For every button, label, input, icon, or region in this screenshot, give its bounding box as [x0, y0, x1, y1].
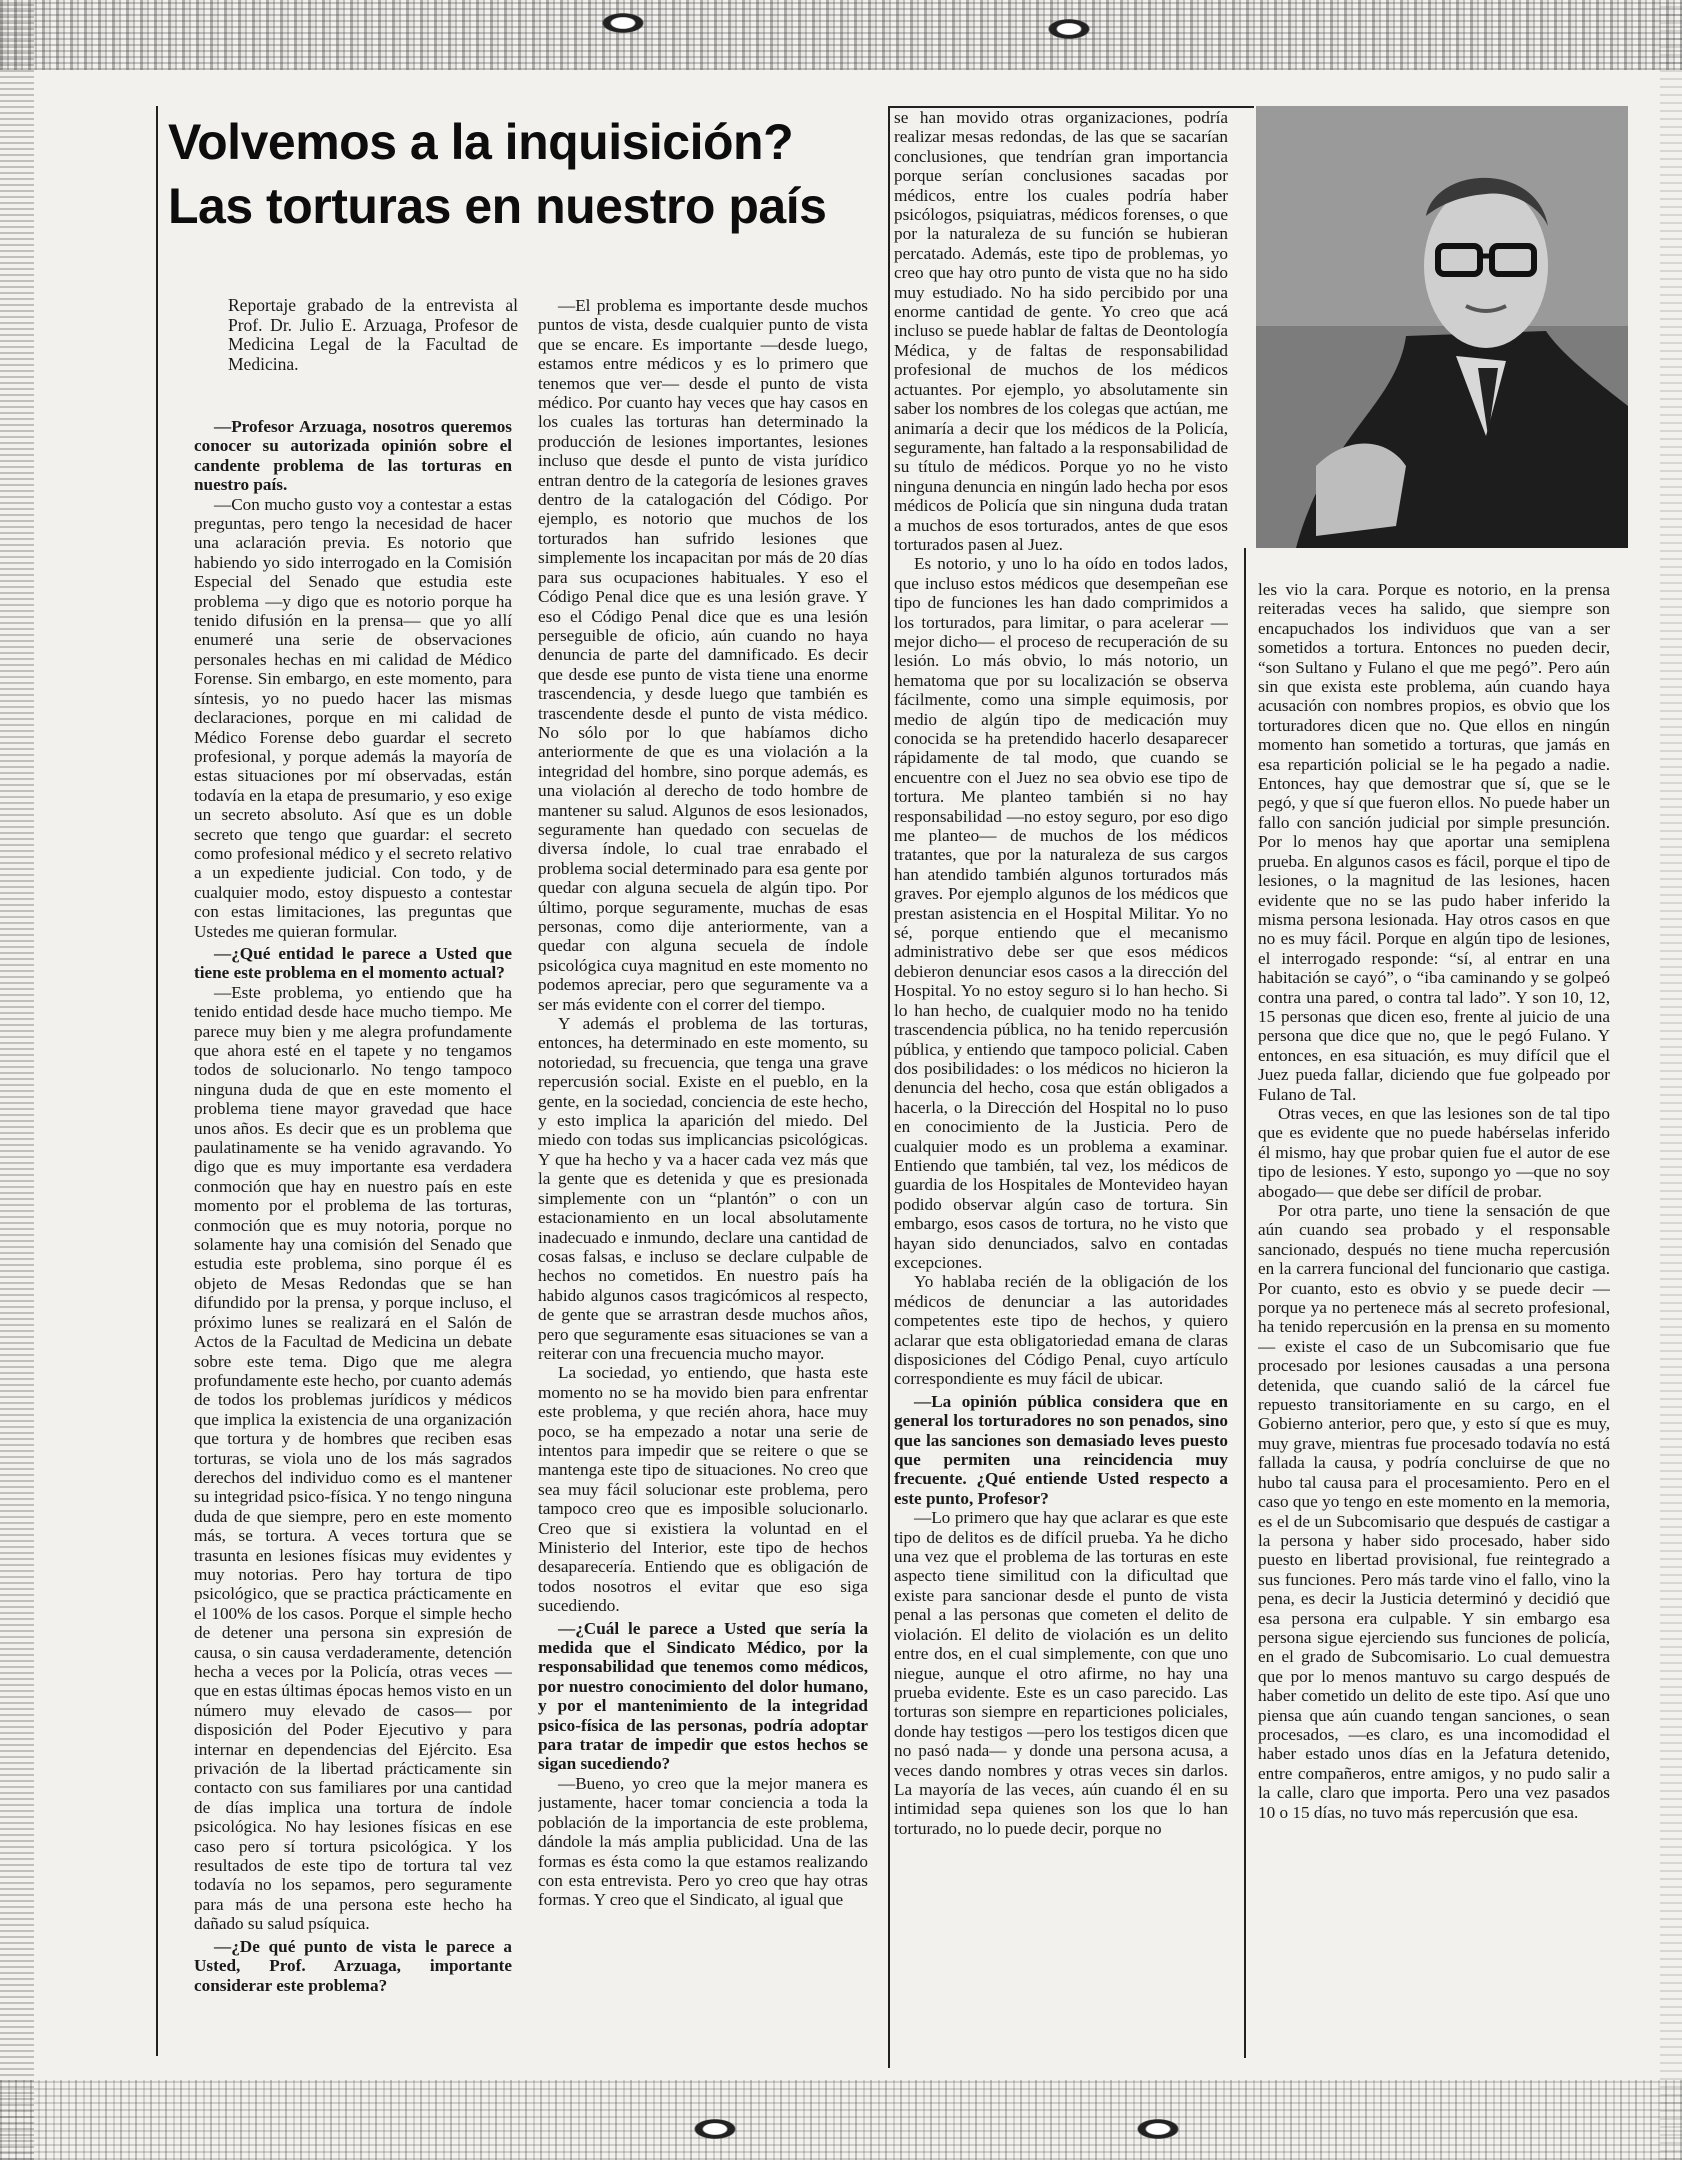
article-headline — [168, 110, 888, 238]
binder-hole-mark — [1135, 2118, 1181, 2140]
headline-line-1: Volvemos a la inquisición? — [168, 114, 794, 170]
binder-hole-mark — [1046, 18, 1092, 40]
article-paragraph: Y además el problema de las torturas, entonces, ha determinado en este momento, su notoriedad, su frecuencia, que tenga una grave repercusión social. Existe en el pueblo, en la gente, en la sociedad, conciencia de este hecho, y esto implica la aparición del miedo. Del miedo con todas sus implicancias psicológicas. Y que ha hecho y va a hacer cada vez más que la gente que es detenida y que es presionada simplemente con un “plantón” o con un estacionamiento en un local absolutamente inadecuado e inmundo, declare una cantidad de cosas falsas, e incluso se declare culpable de hechos no cometidos. En nuestro país ha habido algunos casos tragicómicos al respecto, de gente que se arrastran desde muchos años, pero que seguramente esas situaciones se van a reiterar con una frecuencia mucho mayor. — [538, 1014, 868, 1363]
interview-question: —¿De qué punto de vista le parece a Usted, Prof. Arzuaga, importante considerar este problema? — [194, 1936, 512, 1995]
binder-hole-mark — [600, 12, 646, 34]
article-paragraph: les vio la cara. Porque es notorio, en la prensa reiteradas veces ha salido, que siempre son encapuchados los individuos que van a ser sometidos a tortura. Entonces no pueden decir, “son Sultano y Fulano el que me pegó”. Pero aún sin que exista este problema, aún cuando haya acusación con nombres propios, es obvio que los torturadores dicen que no. Que ellos en ningún momento han sometido a torturas, que jamás en esa repartición policial se le ha pegado a nadie. Entonces, hay que demostrar que sí, que se le pegó, y que sí que fueron ellos. No puede haber un fallo con sanción judicial por simple presunción. Por lo menos hay que aportar una semiplena prueba. En algunos casos es fácil, porque el tipo de lesiones, o la magnitud de las lesiones, hacen evidente que no se las pudo haber inferido la misma persona lesionada. Hay otros casos en que no es muy fácil. Porque en algún tipo de lesiones, el interrogado responde: “sí, al entrar en una habitación se cayó”, o “iba caminando y se golpeó contra una pared, o contra tal lado”. Y son 10, 12, 15 personas que dicen eso, frente al juicio de una persona que dice que no, que le pegó Fulano. Y entonces, en esa situación, es muy difícil que el Juez pueda fallar, diciendo que fue golpeado por Fulano de Tal. — [1258, 580, 1610, 1104]
headline-line-2: Las torturas en nuestro país — [168, 178, 827, 234]
column-rule — [888, 108, 890, 2068]
interview-question: —Profesor Arzuaga, nosotros queremos conocer su autorizada opinión sobre el candente problema de las torturas en nuestro país. — [194, 417, 512, 495]
article-paragraph: —Bueno, yo creo que la mejor manera es justamente, hacer tomar conciencia a toda la población de la importancia de este problema, dándole la más amplia publicidad. Una de las formas es ésta como la que estamos realizando con esta entrevista. Pero yo creo que hay otras formas. Y creo que el Sindicato, al igual que — [538, 1773, 868, 1910]
article-paragraph: —Con mucho gusto voy a contestar a estas preguntas, pero tengo la necesidad de hacer una aclaración previa. Es notorio que habiendo yo sido interrogado en la Comisión Especial del Senado que estudia este problema —y digo que es notorio porque ha tenido difusión en la prensa— que yo allí enumeré una serie de observaciones personales hechas en mi calidad de Médico Forense. Sin embargo, en este momento, para síntesis, yo no puedo hacer las mismas declaraciones, porque en mi calidad de Médico Forense debo guardar el secreto profesional, y porque además la mayoría de estas situaciones por mí observadas, están todavía en la etapa de presumario, y eso exige un secreto absoluto. Así que es un doble secreto que tengo que guardar: el secreto como profesional médico y el secreto relativo a un expediente judicial. Con todo, y de cualquier modo, estoy dispuesto a contestar con estas limitaciones, las preguntas que Ustedes me quieran formular. — [194, 494, 512, 941]
scan-noise-top — [0, 0, 1682, 70]
article-column-3 — [894, 108, 1228, 2054]
article-paragraph: Yo hablaba recién de la obligación de los médicos de denunciar a las autoridades competentes este tipo de hechos, y quiero aclarar que esta obligatoriedad emana de claras disposiciones del Código Penal, cuyo artículo correspondiente es muy fácil de ubicar. — [894, 1272, 1228, 1389]
article-column-1 — [194, 414, 512, 2054]
article-paragraph: —El problema es importante desde muchos puntos de vista, desde cualquier punto de vista que se encare. Es importante —desde luego, estamos entre médicos y es lo primero que tenemos que ver— desde el punto de vista médico. Por cuanto hay veces que hay casos en los cuales las torturas han determinado la producción de lesiones importantes, lesiones incluso que desde el punto de vista jurídico entran dentro de la categoría de lesiones graves dentro de la catalogación del Código. Por ejemplo, es notorio que muchos de los torturados han sufrido lesiones que simplemente los incapacitan por más de 20 días para sus ocupaciones habituales. Y eso el Código Penal dice que es una lesión grave. Y eso el Código Penal dice que es una lesión perseguible de oficio, aún cuando no haya denuncia de parte del damnificado. Es decir que desde ese punto de vista tiene una enorme trascendencia, y desde luego que también es trascendente desde el punto de vista médico. No sólo por lo que habíamos dicho anteriormente de que es una violación a la integridad del hombre, sino porque además, es una violación al derecho de todo hombre de mantener su salud. Algunos de esos lesionados, seguramente han quedado con secuelas de diversa índole, lo cual trae enrabado el problema social determinado para esa gente por quedar con alguna secuela de algún tipo. Por último, porque seguramente, muchas de esas personas, como dije anteriormente, van a quedar con alguna secuela de índole psicológica cuya magnitud en este momento no podemos apreciar, pero que seguramente va a ser más evidente con el correr del tiempo. — [538, 296, 868, 1014]
article-paragraph: La sociedad, yo entiendo, que hasta este momento no se ha movido bien para enfrentar este problema, y que recién ahora, hace muy poco, se ha empezado a notar una serie de intentos para impedir que se reitere o que se mantenga este tipo de situaciones. No creo que sea muy fácil solucionar este problema, pero tampoco creo que es imposible solucionarlo. Creo que si existiera la voluntad en el Ministerio del Interior, este tipo de hechos desaparecería. Entiendo que es obligación de todos nosotros el evitar que eso siga sucediendo. — [538, 1363, 868, 1616]
scan-noise-bottom — [0, 2080, 1682, 2160]
interview-question: —¿Qué entidad le parece a Usted que tiene este problema en el momento actual? — [194, 943, 512, 983]
scan-noise-right — [1660, 0, 1682, 2160]
article-paragraph: —Lo primero que hay que aclarar es que este tipo de delitos es de difícil prueba. Ya he dicho una vez que el problema de las torturas en este aspecto tiene similitud con la dificultad que existe para sancionar desde el punto de vista penal a las personas que cometen el delito de violación. El delito de violación es un delito entre dos, en el cual simplemente, con que uno niegue, aunque el otro afirme, no hay una prueba evidente. Este es un caso parecido. Las torturas son siempre en reparticiones policiales, donde hay testigos —pero los testigos dicen que no pasó nada— y donde una persona acusa, a veces dando nombres y otras veces sin darlos. La mayoría de las veces, aún cuando él en su intimidad sepa quienes son los que lo han torturado, no lo puede decir, porque no — [894, 1508, 1228, 1838]
article-paragraph: Por otra parte, uno tiene la sensación de que aún cuando sea probado y el responsable sancionado, después no tiene mucha repercusión en la carrera funcional del funcionario que castiga. Por cuanto, esto es obvio y se puede decir —porque ya no pertenece más al secreto profesional, ha tenido repercusión en la prensa en su momento— existe el caso de un Subcomisario que fue procesado por lesiones causadas a una persona detenida, que cuando salió de la cárcel fue repuesto transitoriamente en su cargo, en el Gobierno anterior, pero que, y esto sí que es muy, muy grave, mientras fue procesado todavía no está fallada la causa, y podría concluirse de que no hubo tal causa para el procesamiento. Pero en el caso que yo tengo en este momento en la memoria, es el de un Subcomisario que después de castigar a la persona y haber sido procesado, haber sido puesto en libertad provisional, fue reintegrado a sus funciones. Pero más tarde vino el fallo, vino la pena, es decir la Justicia determinó y decidió que esa persona era culpable. Y sin embargo esa persona sigue ejerciendo sus funciones de policía, en el grado de Subcomisario. Lo cual demuestra que por lo menos mantuvo su cargo después de haber cometido un delito de este tipo. Así que uno piensa que aún cuando tengan sanciones, o sean procesados, —es claro, es una incomodidad el haber estado unos días en la Jefatura detenido, entre compañeros, entre amigos, y no pudo salir a la calle, claro que importa. Pero una vez pasados 10 o 15 días, no tuvo más repercusión que esa. — [1258, 1201, 1610, 1822]
portrait-illustration — [1256, 106, 1628, 548]
interview-question: —¿Cuál le parece a Usted que sería la medida que el Sindicato Médico, por la responsabilidad que tenemos como médicos, por nuestro conocimiento del dolor humano, y por el mantenimiento de la integridad psico-física de las personas, podría adoptar para tratar de impedir que estos hechos se sigan sucediendo? — [538, 1618, 868, 1774]
article-paragraph: se han movido otras organizaciones, podría realizar mesas redondas, de las que se sacarían conclusiones, que tendrían gran importancia porque serían conclusiones sacadas por médicos, entre los cuales podría haber psicólogos, psiquiatras, médicos forenses, o que por la naturaleza de su función se hubieran percatado. Además, este tipo de problemas, yo creo que hay otro punto de vista que no ha sido muy estudiado. No ha sido percibido por una enorme cantidad de gente. Yo creo que acá incluso se puede hablar de faltas de Deontología Médica, y de faltas de responsabilidad profesional de muchos de los médicos actuantes. Por ejemplo, yo absolutamente sin saber los nombres de los colegas que actúan, me animaría a decir que los médicos de la Policía, seguramente, han faltado a la responsabilidad de su título de médicos. Porque yo no he visto ninguna denuncia en ningún lado hecha por esos médicos de Policía que sin ninguna duda tratan a muchos de esos torturados, antes de que esos torturados pasen al Juez. — [894, 108, 1228, 554]
interview-question: —La opinión pública considera que en general los torturadores no son penados, sino que las sanciones son demasiado leves puesto que permiten una reincidencia muy frecuente. ¿Qué entiende Usted respecto a este punto, Profesor? — [894, 1391, 1228, 1508]
column-rule — [156, 106, 158, 2056]
article-intro: Reportaje grabado de la entrevista al Prof. Dr. Julio E. Arzuaga, Profesor de Medicina Legal de la Facultad de Medicina. — [228, 295, 518, 374]
article-paragraph: Otras veces, en que las lesiones son de tal tipo que es evidente que no puede habérselas inferido él mismo, hay que probar quien fue el autor de ese tipo de lesiones. Y esto, supongo yo —que no soy abogado— que debe ser difícil de probar. — [1258, 1103, 1610, 1201]
article-column-4 — [1258, 580, 1610, 2054]
column-rule — [1244, 548, 1246, 2058]
article-column-2 — [538, 296, 868, 2054]
portrait-photo — [1256, 106, 1628, 548]
article-paragraph: Es notorio, y uno lo ha oído en todos lados, que incluso estos médicos que desempeñan ese tipo de funciones les han dado comprimidos a los torturados, para limitar, o para acelerar —mejor dicho— el proceso de recuperación de su lesión. Lo más obvio, lo más notorio, un hematoma que por su localización se observa fácilmente, como una simple equimosis, por medio de algún tipo de medicación muy conocida se ha pretendido hacerlo desaparecer rápidamente de tal modo, que cuando se encuentre con el Juez no sea obvio ese tipo de tortura. Me planteo también si no hay responsabilidad —no estoy seguro, por eso digo me planteo— de muchos de los médicos tratantes, que por la naturaleza de sus cargos han atendido también algunos torturados más graves. Por ejemplo algunos de los médicos que prestan asistencia en el Hospital Militar. Yo no sé, porque entiendo que el mecanismo administrativo debe ser que esos médicos debieron denunciar esos casos a la dirección del Hospital. Yo no estoy seguro si lo han hecho. Si lo han hecho, de cualquier modo no ha tenido trascendencia pública, no ha tenido repercusión pública, y entiendo que tampoco policial. Caben dos posibilidades: o los médicos no hicieron la denuncia del hecho, cosa que están obligados a hacerla, o la Dirección del Hospital no lo puso en conocimiento de la Justicia. Pero de cualquier modo es un problema a examinar. Entiendo que también, tal vez, los médicos de guardia de los Hospitales de Montevideo hayan podido observar algún caso de tortura. Sin embargo, esos casos de tortura, no he visto que hayan sido denunciados, salvo en contadas excepciones. — [894, 554, 1228, 1272]
binder-hole-mark — [692, 2118, 738, 2140]
article-paragraph: —Este problema, yo entiendo que ha tenido entidad desde hace mucho tiempo. Me parece muy bien y me alegra profundamente que ahora esté en el tapete y no tengamos todos de solucionarlo. No tengo tampoco ninguna duda de que en este momento el problema tiene mayor gravedad que hace unos años. Es decir que es un problema que paulatinamente se ha venido agravando. Yo digo que es muy importante esa verdadera conmoción que hay en nuestro país en este momento por el problema de las torturas, conmoción que es muy notoria, porque no solamente hay una comisión del Senado que estudia este problema, sino porque él es objeto de Mesas Redondas que se han difundido por la prensa, y porque incluso, el próximo lunes se realizará en el Salón de Actos de la Facultad de Medicina un debate sobre este tema. Digo que me alegra profundamente este hecho, por cuanto además de todos los problemas jurídicos y médicos que implica la existencia de una organización que tortura y de hombres que reciben esas torturas, se viola uno de los más sagrados derechos del individuo como es el mantener su integridad psico-física. Y no tengo ninguna duda de que siempre, pero en este momento más, se tortura. A veces tortura que se trasunta en lesiones físicas muy evidentes y muy notorias. Pero hay tortura de tipo psicológico, que se practica prácticamente en el 100% de los casos. Porque el simple hecho de detener una persona sin expresión de causa, o sin causa verdaderamente, detención hecha a veces por la Policía, otras veces —que en estas últimas épocas hemos visto en un número muy elevado de casos— por disposición del Poder Ejecutivo y para internar en dependencias del Ejército. Esa privación de la libertad prácticamente sin contacto con sus familiares por una cantidad de días implica una tortura de índole psicológica. No hay lesiones físicas en ese caso pero sí tortura psicológica. Y los resultados de este tipo de tortura tal vez todavía no los sepamos, pero seguramente para más de una persona este hecho ha dañado su salud psíquica. — [194, 982, 512, 1934]
scan-noise-left — [0, 0, 34, 2160]
